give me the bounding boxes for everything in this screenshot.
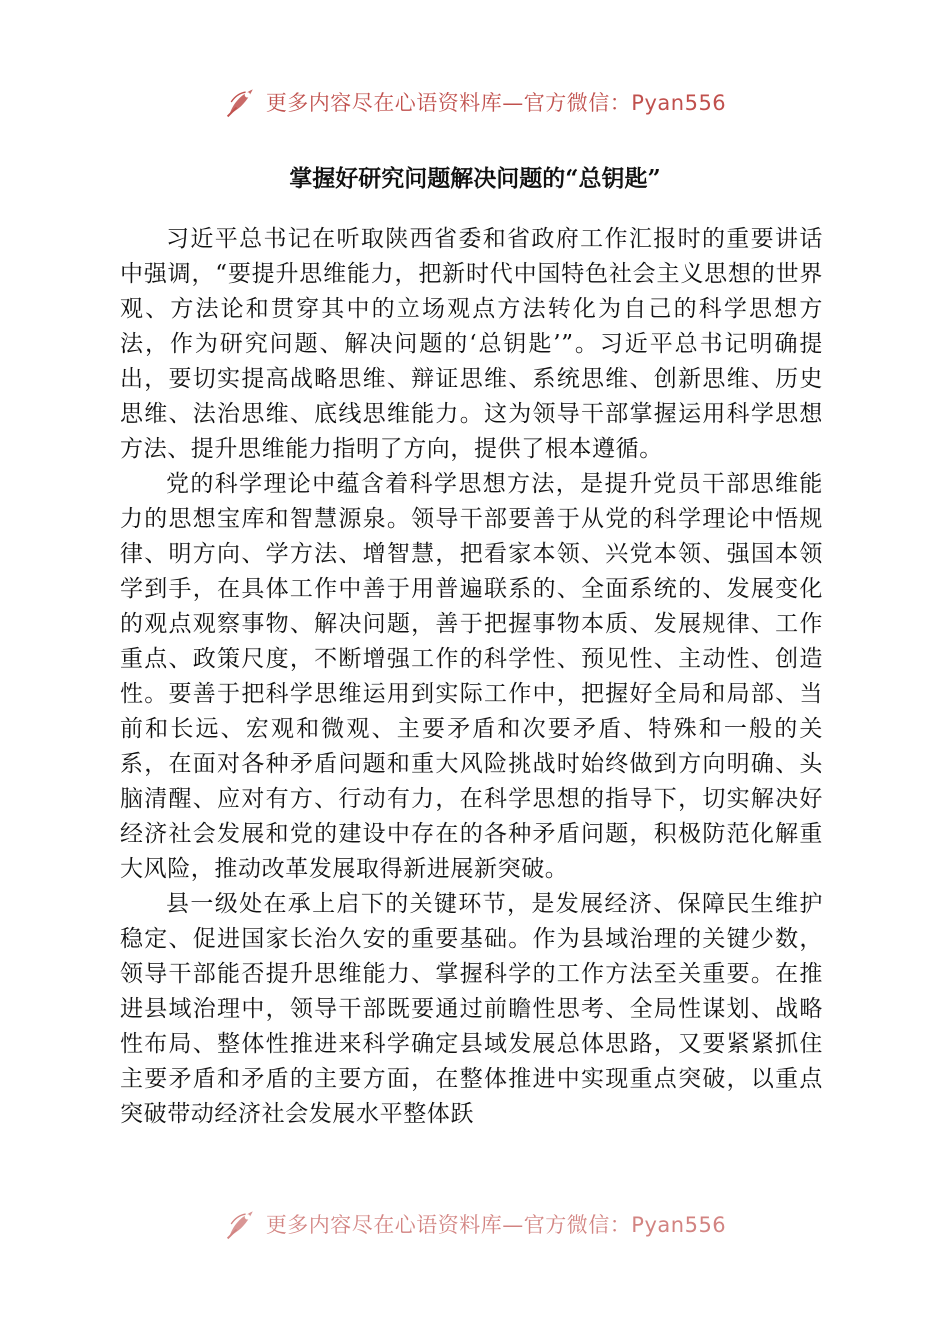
footer-watermark-banner [0, 1202, 950, 1246]
document-title: 掌握好研究问题解决问题的“总钥匙” [289, 165, 661, 192]
document-body [120, 222, 823, 1132]
quill-logo-icon [224, 1206, 260, 1242]
footer-banner-text: 更多内容尽在心语资料库—官方微信：Pyan556 [265, 1213, 727, 1237]
paragraph-3: 县一级处在承上启下的关键环节，是发展经济、保障民生维护稳定、促进国家长治久安的重要基础。作为县域治理的关键少数，领导干部能否提升思维能力、掌握科学的工作方法至关重要。在推进县域治理中，领导干部既要通过前瞻性思考、全局性谋划、战略性布局、整体性推进来科学确定县域发展总体思路，又要紧紧抓住主要矛盾和矛盾的主要方面，在整体推进中实现重点突破，以重点突破带动经济社会发展水平整体跃 [120, 891, 823, 1127]
header-watermark-banner [0, 80, 950, 124]
header-banner-text: 更多内容尽在心语资料库—官方微信：Pyan556 [265, 91, 727, 115]
quill-logo-icon [224, 84, 260, 120]
paragraph-2: 党的科学理论中蕴含着科学思想方法，是提升党员干部思维能力的思想宝库和智慧源泉。领导干部要善于从党的科学理论中悟规律、明方向、学方法、增智慧，把看家本领、兴党本领、强国本领学到手，在具体工作中善于用普遍联系的、全面系统的、发展变化的观点观察事物、解决问题，善于把握事物本质、发展规律、工作重点、政策尺度，不断增强工作的科学性、预见性、主动性、创造性。要善于把科学思维运用到实际工作中，把握好全局和局部、当前和长远、宏观和微观、主要矛盾和次要矛盾、特殊和一般的关系，在面对各种矛盾问题和重大风险挑战时始终做到方向明确、头脑清醒、应对有方、行动有力，在科学思想的指导下，切实解决好经济社会发展和党的建设中存在的各种矛盾问题，积极防范化解重大风险，推动改革发展取得新进展新突破。 [120, 471, 823, 882]
paragraph-1: 习近平总书记在听取陕西省委和省政府工作汇报时的重要讲话中强调，“要提升思维能力，把新时代中国特色社会主义思想的世界观、方法论和贯穿其中的立场观点方法转化为自己的科学思想方法，作为研究问题、解决问题的‘总钥匙’”。习近平总书记明确提出，要切实提高战略思维、辩证思维、系统思维、创新思维、历史思维、法治思维、底线思维能力。这为领导干部掌握运用科学思想方法、提升思维能力指明了方向，提供了根本遵循。 [120, 226, 823, 462]
